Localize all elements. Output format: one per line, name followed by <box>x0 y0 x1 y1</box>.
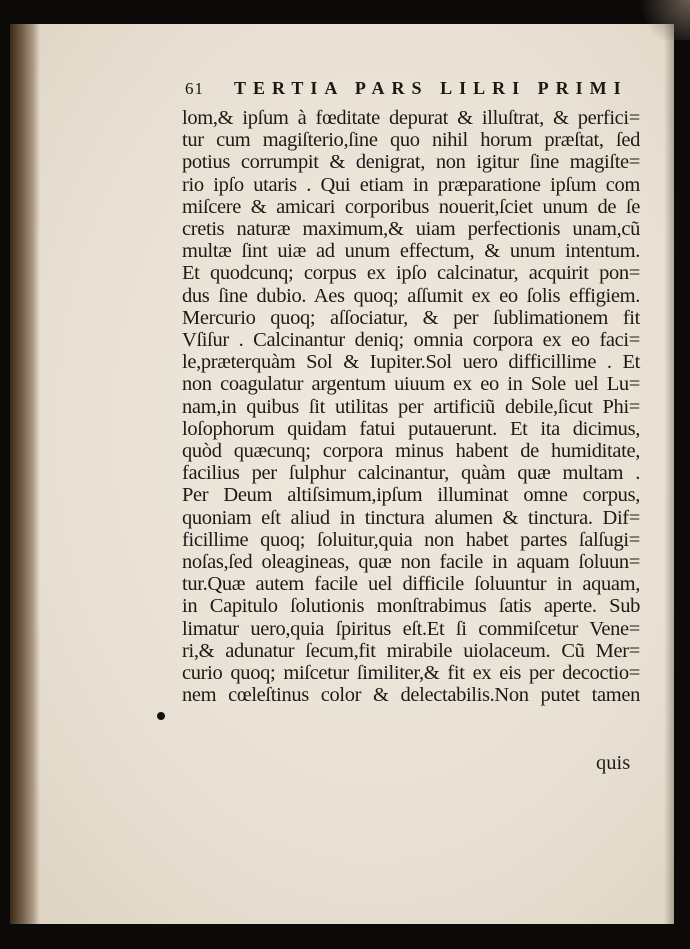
text-line: nem cœleſtinus color & delectabilis.Non putet tamen <box>182 684 640 707</box>
page-number: 61 <box>185 79 204 98</box>
text-line: tur.Quæ autem facile uel difficile ſoluuntur in aquam, <box>182 573 640 596</box>
text-line: nam,in quibus ſit utilitas per artificiũ debile,ſicut Phi= <box>182 395 640 418</box>
running-head: TERTIA PARS LILRI PRIMI <box>234 78 628 98</box>
text-line: miſcere & amicari corporibus nouerit,ſciet unum de ſe <box>182 195 640 218</box>
text-line: ficillime quoq; ſoluitur,quia non habet partes ſalſugi= <box>182 528 640 551</box>
text-line: Vſiſur . Calcinantur deniq; omnia corpora ex eo faci= <box>182 329 640 352</box>
catchword: quis <box>596 752 631 774</box>
page-header <box>185 78 635 104</box>
text-line: multæ ſint uiæ ad unum effectum, & unum intentum. <box>182 240 640 263</box>
binding-gutter <box>10 24 40 924</box>
text-line: rio ipſo utaris . Qui etiam in præparatione ipſum com <box>182 173 640 196</box>
text-line: Mercurio quoq; aſſociatur, & per ſublimationem fit <box>182 306 640 329</box>
text-line: noſas,ſed oleagineas, quæ non facile in aquam ſoluun= <box>182 551 640 574</box>
corner-stain <box>630 0 690 40</box>
text-line: facilius per ſulphur calcinantur, quàm quæ multam . <box>182 462 640 485</box>
text-line: curio quoq; miſcetur ſimiliter,& fit ex eis per decoctio= <box>182 662 640 685</box>
text-line: quòd quæcunq; corpora minus habent de humiditate, <box>182 440 640 463</box>
text-line: cretis naturæ maximum,& uiam perfectionis unam,cũ <box>182 218 640 241</box>
text-line: le,præterquàm Sol & Iupiter.Sol uero difficillime . Et <box>182 351 640 374</box>
text-line: Et quodcunq; corpus ex ipſo calcinatur, acquirit pon= <box>182 262 640 285</box>
page-fore-edge <box>664 24 674 924</box>
text-line: potius corrumpit & denigrat, non igitur ſine magiſte= <box>182 151 640 174</box>
body-text <box>182 107 640 706</box>
text-line: limatur uero,quia ſpiritus eſt.Et ſi commiſcetur Vene= <box>182 617 640 640</box>
text-line: loſophorum quidam fatui putauerunt. Et ita dicimus, <box>182 417 640 440</box>
text-line: lom,& ipſum à fœditate depurat & illuſtrat, & perfici= <box>182 107 640 129</box>
text-line: tur cum magiſterio,ſine quo nihil horum præſtat, ſed <box>182 129 640 152</box>
margin-bullet-mark <box>157 712 165 720</box>
text-line: quoniam eſt aliud in tinctura alumen & tinctura. Dif= <box>182 506 640 529</box>
text-line: Per Deum altiſsimum,ipſum illuminat omne corpus, <box>182 484 640 507</box>
text-line: ri,& adunatur ſecum,fit mirabile uiolaceum. Cũ Mer= <box>182 639 640 662</box>
text-line: in Capitulo ſolutionis monſtrabimus ſatis aperte. Sub <box>182 595 640 618</box>
text-line: dus ſine dubio. Aes quoq; aſſumit ex eo ſolis effigiem. <box>182 284 640 307</box>
text-line: non coagulatur argentum uiuum ex eo in Sole uel Lu= <box>182 373 640 396</box>
